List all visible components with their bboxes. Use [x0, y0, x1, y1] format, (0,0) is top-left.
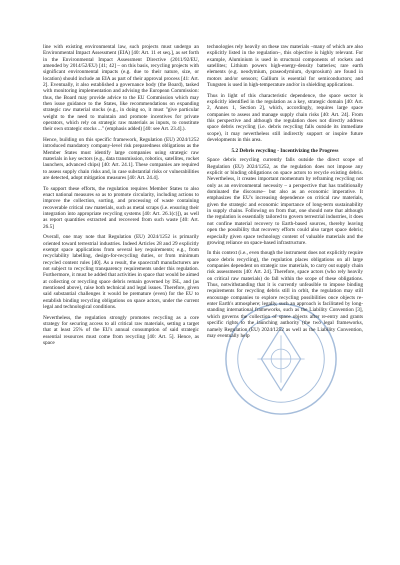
left-column: [43, 44, 199, 350]
paragraph: In this context (i.e., even though the instrument does not explicitly require space debris recycling), the regulation places obligations on all large companies dependent on strategic raw materials, to carry out supply chain risk assessments [40: Art. 24]. Therefore, space actors (who rely heavily on critical raw materials) do fall within the scope of these obligations. Thus, notwithstanding that it is currently unfeasible to impose binding requirements for recycling debris still in orbit, the regulation may still encourage companies to explore recycling possibilities once objects re-enter Earth's atmosphere; legally, such an approach is facilitated by long-standing international frameworks, such as the Liability Convention [3], which governs the collection of space objects after re-entry and grants specific rights to the launching authority (the two legal frameworks, namely Regulation (EU) 2024/1252 as well as the Liability Convention, may eventually help: [207, 250, 363, 339]
paragraph: Thus in light of this characteristic dependence, the space sector is explicitly identified in the regulation as a key, strategic domain [40: Art. 2, Annex 1, Section 2], which, accordingly, requires large space companies to assess and manage supply chain risks [40: Art. 24]. From this perspective and although the regulation does not directly address space debris recycling (i.e. debris recycling falls outside its immediate scope), it may nevertheless still indirectly support or inspire future developments in this area.: [207, 92, 363, 143]
paragraph: line with existing environmental law, such projects must undergo an Environmental Impact Assessment (EIA) [40: Art. 11 et seq.], as set forth in the Environmental Impact Assessment Directive (2011/92/EU, amended by 2014/52/EU) [41; 42] – on this basis, recycling projects with significant environmental impacts (e.g. due to their nature, size, or location) should include an EIA as part of their approval process [41: Art. 2]. Eventually, it also established a governance body (the Board), tasked with monitoring implementation and advising the European Commission: thus, the Board may provide advice to the EU Commission which may then issue guidance to the States, like recommendations on expanding strategic raw material stocks (e.g., in doing so, it must "give particular weight to the need to maintain and promote incentives for private operators, which rely on strategic raw materials as inputs, to constitute their own strategic stocks ..." (emphasis added) [40: see Art. 23.4].).: [43, 44, 199, 133]
right-column: [207, 44, 363, 343]
section-heading: 5.2 Debris recycling - Incentivizing the Progress: [231, 147, 339, 154]
paragraph: Space debris recycling currently falls outside the direct scope of Regulation (EU) 2024/1252, as the regulation does not impose any explicit or binding obligations on space actors to recycle existing debris. Nevertheless, it creates important momentum by reframing recycling not only as an environmental necessity – a perspective that has traditionally dominated the discourse– but also as an economic imperative. It emphasizes the EU's increasing dependence on critical raw materials, given the strategic and economic importance of long-term sustainability in supply chains. Following on from that, one should note that although the regulation is essentially tailored to govern terrestrial industries, it does not confine material recovery to Earth-based sources, thereby leaving open the possibility that recovery efforts could also target space debris; especially given space technology content of valuable materials and the growing reliance on space-based infrastructure.: [207, 157, 363, 246]
paragraph: Hence, building on this specific framework, Regulation (EU) 2024/1252 introduced mandatory company-level risk preparedness obligations as the Member States must identify large companies using strategic raw materials in key sectors (e.g., data transmission, robotics, satellites, rocket launchers, advanced chips) [40: Art. 24.1]. These companies are required to assess supply chain risks and, in case substantial risks or vulnerabilities are detected, adopt mitigation measures [40: Art. 24.4].: [43, 137, 199, 182]
paragraph: technologies rely heavily on these raw materials –many of which are also explicitly listed in the regulation–, this objective is highly relevant. For example, Aluminium is used in structural components of rockets and satellites; Lithium powers high-energy-density batteries; rare earth elements (e.g. neodymium, praseodymium, dysprosium) are found in motors and/or sensors; Gallium is essential for semiconductors; and Tungsten is used in high-temperature and/or in shielding applications.: [207, 44, 363, 89]
paragraph: Overall, one may note that Regulation (EU) 2024/1252 is primarily oriented toward terrestrial industries. Indeed Articles 28 and 29 explicitly exempt space applications from several key requirements; e.g., from recyclability labelling, design-for-recycling duties, or from minimum recycled content rules [40]. As a result, the spacecraft manufacturers are not subject to recycling transparency requirements under this regulation. Furthermore, it must be added that activities in space that would be aimed at collecting or recycling space debris remain governed by ISL, and (as mentioned above), raise both technical and legal issues. Therefore, given said substantial challenges it would be premature (even) for the EU to establish binding recycling obligations on space actors, under the current legal and technological conditions.: [43, 234, 199, 310]
paragraph: To support these efforts, the regulation requires Member States to also enact national measures so as to promote circularity, including actions to improve the collection, sorting, and processing of waste containing recoverable critical raw materials, such as metal scraps (i.e. ensuring their integration into appropriate recycling systems [40: Art. 26.1(c)]), as well as report quantities extracted and recovered from such waste [40: Art. 26.5]: [43, 185, 199, 230]
paragraph: Nevertheless, the regulation strongly promotes recycling as a core strategy for securing access to all critical raw materials, setting a target that at least 25% of the EU's annual consumption of said strategic essential resources must come from recycling [40: Art. 5]. Hence, as space: [43, 314, 199, 346]
